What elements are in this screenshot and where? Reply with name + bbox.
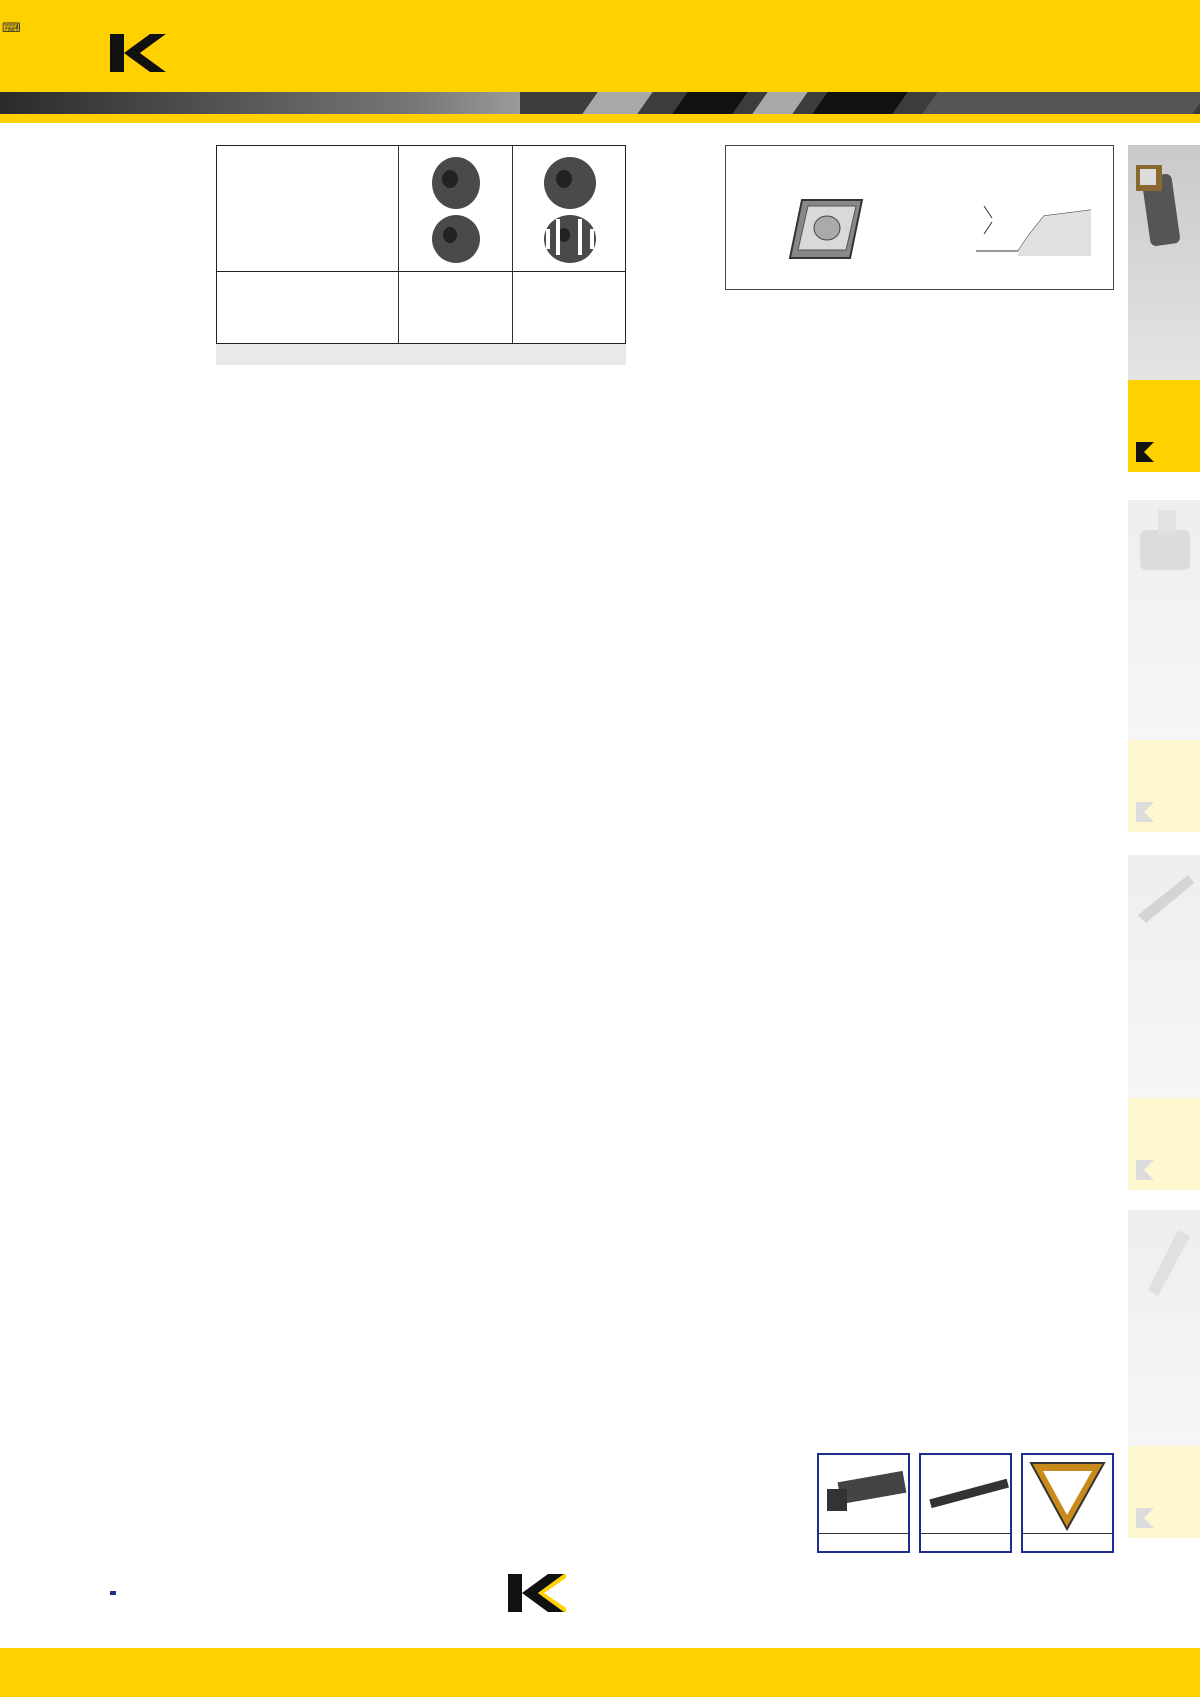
page-ref-a50[interactable] (919, 1453, 1012, 1553)
cc-insert-icon (786, 196, 866, 266)
page-ref-label (921, 1533, 1010, 1551)
page-ref-a53[interactable] (1021, 1453, 1114, 1553)
first-choice-tab-2[interactable] (1128, 740, 1200, 832)
workpiece-interrupted-icon (538, 151, 604, 266)
page-ref-label (819, 1533, 908, 1551)
cutting-conditions-table (216, 145, 626, 365)
k-mark-icon (110, 34, 168, 72)
header-stripe (0, 92, 1200, 114)
header-yellow-bar (0, 114, 1200, 123)
workpiece-continuous-icon (426, 151, 486, 266)
toolholder-thumb-icon (819, 1455, 908, 1533)
page-ref-label (1023, 1533, 1112, 1551)
chevron-icon (1136, 1160, 1154, 1180)
k-mark-icon (508, 1574, 566, 1612)
milling-tool-icon (1128, 500, 1200, 600)
triangle-insert-thumb-icon (1023, 1455, 1112, 1533)
toolholder-icon (1128, 1210, 1200, 1310)
tab-turning[interactable] (1128, 145, 1200, 380)
footer-yellow-bar (0, 1648, 1200, 1697)
chevron-icon (1136, 1508, 1154, 1528)
first-choice-tab-3[interactable] (1128, 1098, 1200, 1190)
boring-bar-thumb-icon (921, 1455, 1010, 1533)
tab-holemaking[interactable] (1128, 855, 1200, 1100)
chipbreaker-profile-icon (946, 196, 1096, 266)
turning-tool-icon (1128, 145, 1200, 255)
page-ref-a32[interactable] (817, 1453, 910, 1553)
tab-milling[interactable] (1128, 500, 1200, 740)
fp-geometry-box (725, 145, 1114, 290)
footer-kennametal-logo (508, 1574, 568, 1612)
note-icon[interactable]: ⌨ (2, 20, 21, 35)
drill-tool-icon (1128, 855, 1200, 955)
page-header (0, 0, 1200, 92)
first-choice-tab-4[interactable] (1128, 1446, 1200, 1538)
chevron-icon (1136, 442, 1154, 462)
website-link[interactable] (110, 1591, 116, 1595)
first-choice-tab-1[interactable] (1128, 380, 1200, 472)
chevron-icon (1136, 802, 1154, 822)
tab-tooling[interactable] (1128, 1210, 1200, 1450)
kennametal-logo (110, 34, 170, 72)
